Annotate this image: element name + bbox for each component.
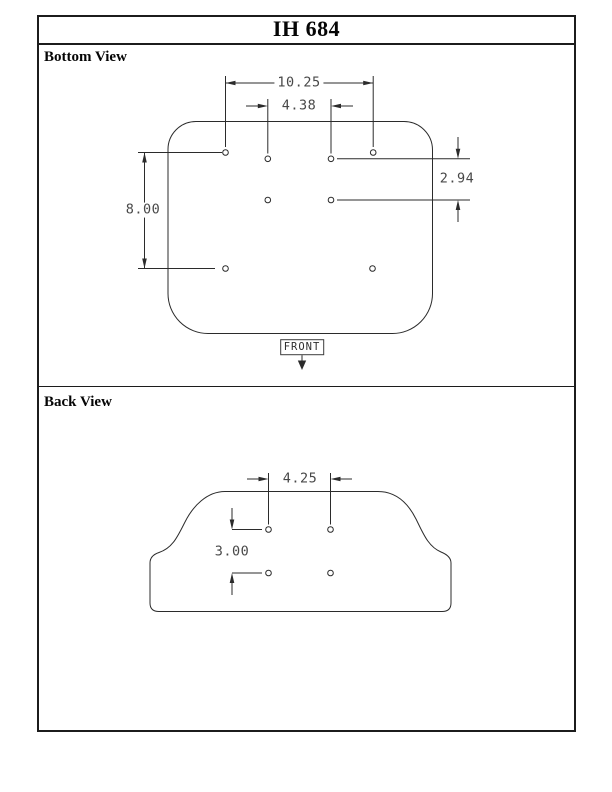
page-border [37,15,576,732]
dim-inner-hole-width: 4.38 [279,99,320,114]
dim-hole-length: 8.00 [123,203,164,218]
dim-row-offset: 2.94 [437,172,478,187]
page-title: IH 684 [272,16,341,41]
title-bar [37,15,576,45]
dim-back-hole-width: 4.25 [280,472,321,487]
dim-outer-hole-width: 10.25 [274,76,323,91]
section-divider [37,386,576,387]
back-view-heading: Back View [44,394,112,410]
front-direction-label: FRONT [280,339,324,355]
dim-back-hole-height: 3.00 [212,545,253,560]
bottom-view-heading: Bottom View [44,49,127,65]
